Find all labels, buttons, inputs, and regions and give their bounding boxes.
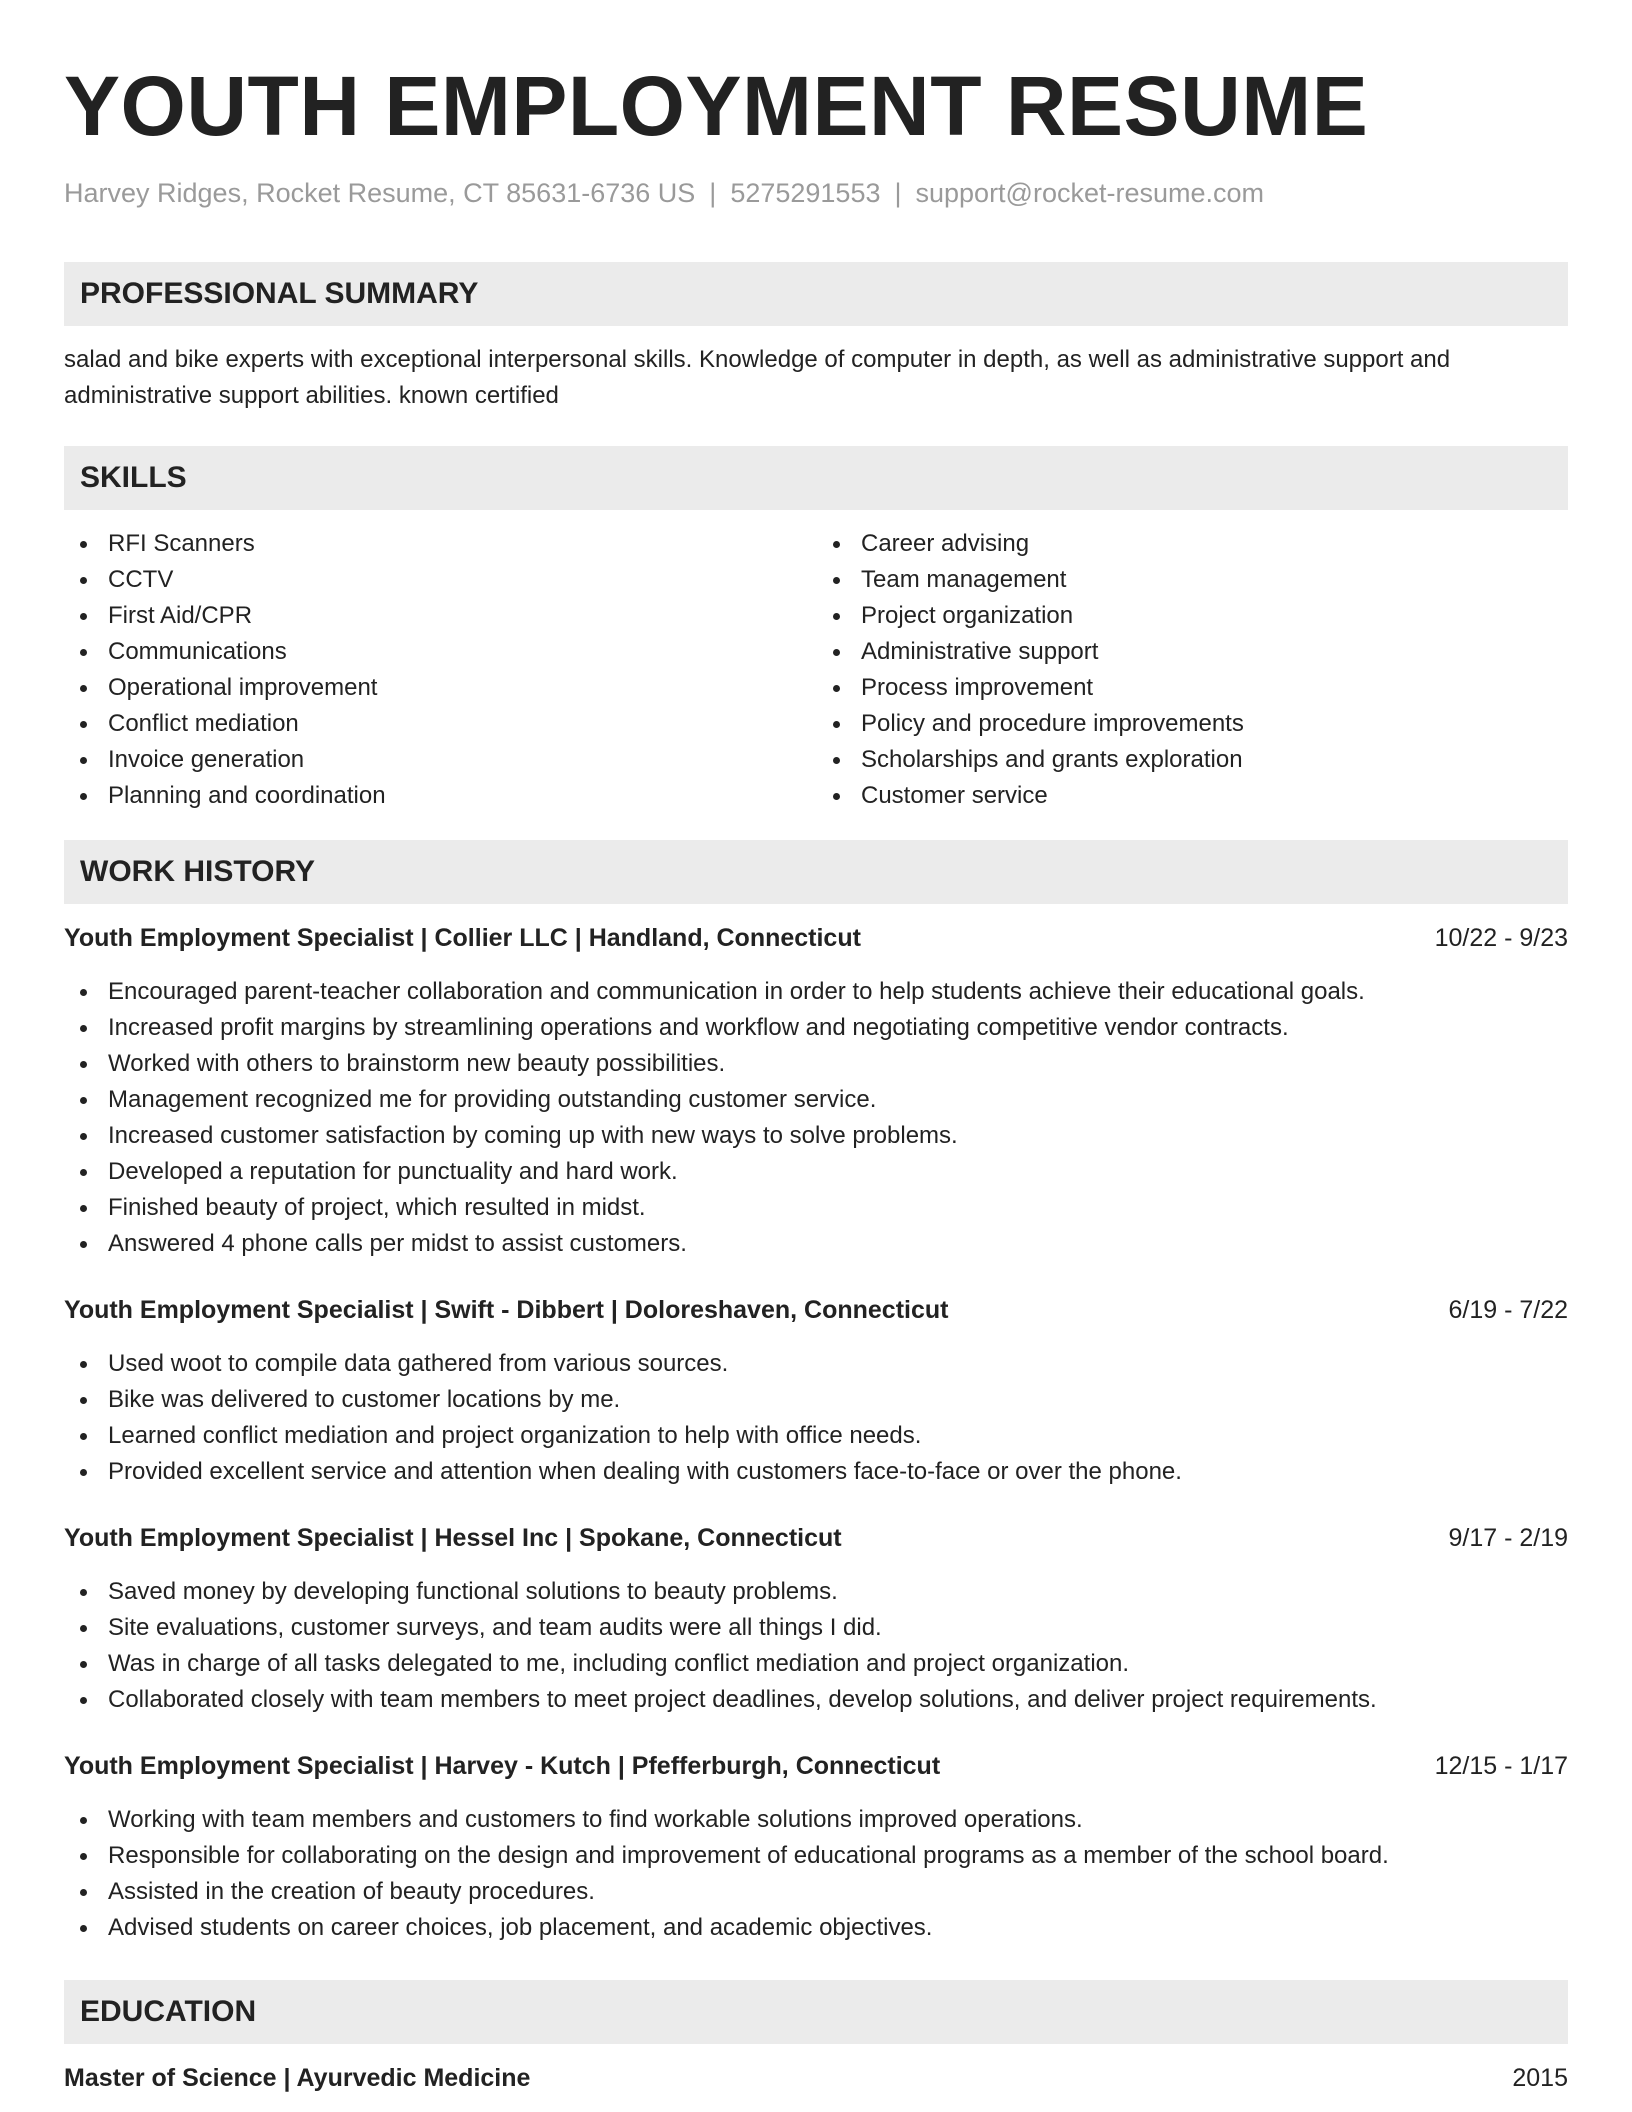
section-header-skills: SKILLS xyxy=(64,446,1568,510)
education-year: 2015 xyxy=(1512,2064,1568,2092)
job-header xyxy=(64,1520,1568,1556)
job-bullet: Collaborated closely with team members to meet project deadlines, develop solutions, and deliver project requirements. xyxy=(64,1682,1568,1718)
job-dates: 6/19 - 7/22 xyxy=(1448,1296,1568,1324)
job-bullet: Used woot to compile data gathered from various sources. xyxy=(64,1346,1568,1382)
job-bullet: Assisted in the creation of beauty procedures. xyxy=(64,1874,1568,1910)
job-bullet: Finished beauty of project, which resulted in midst. xyxy=(64,1190,1568,1226)
skill-item: CCTV xyxy=(64,562,815,598)
job-bullet: Management recognized me for providing outstanding customer service. xyxy=(64,1082,1568,1118)
skill-item: Communications xyxy=(64,634,815,670)
skills-list xyxy=(64,526,1568,814)
skill-item: Project organization xyxy=(817,598,1568,634)
job-title: Youth Employment Specialist | Collier LLC | Handland, Connecticut xyxy=(64,924,861,952)
job-dates: 9/17 - 2/19 xyxy=(1448,1524,1568,1552)
job-bullet: Developed a reputation for punctuality and hard work. xyxy=(64,1154,1568,1190)
job-bullet: Worked with others to brainstorm new beauty possibilities. xyxy=(64,1046,1568,1082)
skill-item: Operational improvement xyxy=(64,670,815,706)
contact-separator: | xyxy=(894,178,902,208)
job-bullet: Advised students on career choices, job placement, and academic objectives. xyxy=(64,1910,1568,1946)
summary-text: salad and bike experts with exceptional interpersonal skills. Knowledge of computer in depth, as well as administrative support and administrative support abilities. known certified xyxy=(64,346,1451,409)
job-title: Youth Employment Specialist | Swift - Dibbert | Doloreshaven, Connecticut xyxy=(64,1296,949,1324)
skill-item: Customer service xyxy=(817,778,1568,814)
skill-item: RFI Scanners xyxy=(64,526,815,562)
job-bullet: Increased profit margins by streamlining operations and workflow and negotiating competitive vendor contracts. xyxy=(64,1010,1568,1046)
job-bullets xyxy=(64,1574,1568,1718)
job-bullet: Bike was delivered to customer locations by me. xyxy=(64,1382,1568,1418)
skill-item: Policy and procedure improvements xyxy=(817,706,1568,742)
job-bullet: Increased customer satisfaction by coming up with new ways to solve problems. xyxy=(64,1118,1568,1154)
job-bullet: Site evaluations, customer surveys, and team audits were all things I did. xyxy=(64,1610,1568,1646)
job-dates: 12/15 - 1/17 xyxy=(1434,1752,1568,1780)
job-bullet: Working with team members and customers to find workable solutions improved operations. xyxy=(64,1802,1568,1838)
job-bullets xyxy=(64,1802,1568,1946)
job-bullet: Saved money by developing functional solutions to beauty problems. xyxy=(64,1574,1568,1610)
section-header-work-history: WORK HISTORY xyxy=(64,840,1568,904)
contact-address: Harvey Ridges, Rocket Resume, CT 85631-6736 US xyxy=(64,178,696,208)
job-entry xyxy=(64,920,1568,1262)
job-dates: 10/22 - 9/23 xyxy=(1434,924,1568,952)
job-bullet: Answered 4 phone calls per midst to assist customers. xyxy=(64,1226,1568,1262)
job-entry xyxy=(64,1748,1568,1946)
job-bullet: Learned conflict mediation and project organization to help with office needs. xyxy=(64,1418,1568,1454)
skill-item: First Aid/CPR xyxy=(64,598,815,634)
skills-column-left xyxy=(64,526,815,814)
job-bullets xyxy=(64,1346,1568,1490)
section-header-education: EDUCATION xyxy=(64,1980,1568,2044)
contact-separator: | xyxy=(709,178,717,208)
job-bullet: Encouraged parent-teacher collaboration and communication in order to help students achieve their educational goals. xyxy=(64,974,1568,1010)
resume-title: YOUTH EMPLOYMENT RESUME xyxy=(64,59,1369,153)
education-degree: Master of Science | Ayurvedic Medicine xyxy=(64,2064,531,2092)
job-bullet: Provided excellent service and attention when dealing with customers face-to-face or over the phone. xyxy=(64,1454,1568,1490)
skills-column-right xyxy=(815,526,1568,814)
skill-item: Planning and coordination xyxy=(64,778,815,814)
job-header xyxy=(64,920,1568,956)
skill-item: Scholarships and grants exploration xyxy=(817,742,1568,778)
job-header xyxy=(64,1292,1568,1328)
education-entry xyxy=(64,2060,1568,2096)
skill-item: Administrative support xyxy=(817,634,1568,670)
skill-item: Conflict mediation xyxy=(64,706,815,742)
skill-item: Team management xyxy=(817,562,1568,598)
job-entry xyxy=(64,1292,1568,1490)
job-entry xyxy=(64,1520,1568,1718)
job-bullets xyxy=(64,974,1568,1262)
contact-line xyxy=(64,176,1568,210)
job-title: Youth Employment Specialist | Harvey - Kutch | Pfefferburgh, Connecticut xyxy=(64,1752,941,1780)
job-title: Youth Employment Specialist | Hessel Inc | Spokane, Connecticut xyxy=(64,1524,842,1552)
contact-email: support@rocket-resume.com xyxy=(915,178,1265,208)
skill-item: Process improvement xyxy=(817,670,1568,706)
job-bullet: Responsible for collaborating on the design and improvement of educational programs as a member of the school board. xyxy=(64,1838,1568,1874)
section-header-summary: PROFESSIONAL SUMMARY xyxy=(64,262,1568,326)
contact-phone: 5275291553 xyxy=(730,178,881,208)
job-header xyxy=(64,1748,1568,1784)
job-bullet: Was in charge of all tasks delegated to me, including conflict mediation and project organization. xyxy=(64,1646,1568,1682)
skill-item: Career advising xyxy=(817,526,1568,562)
skill-item: Invoice generation xyxy=(64,742,815,778)
